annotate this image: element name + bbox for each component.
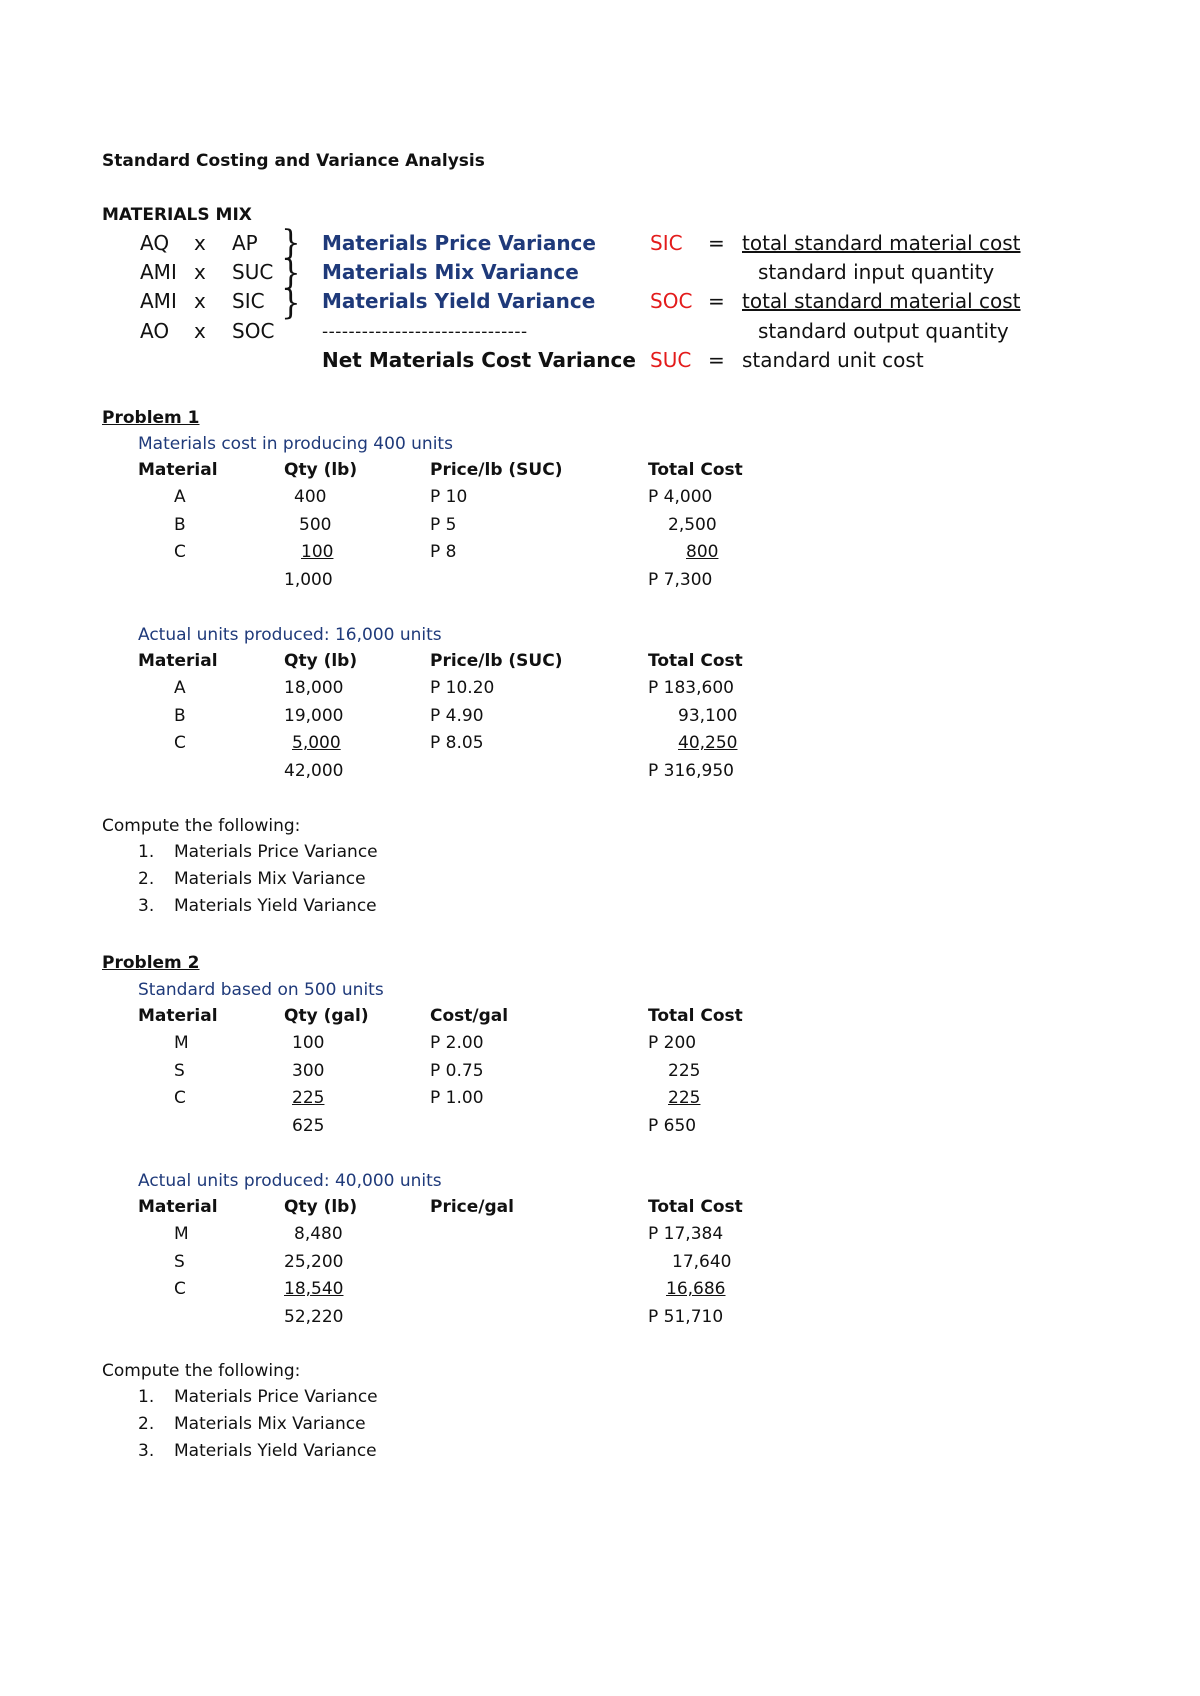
def-suc-label: SUC <box>650 348 692 372</box>
problem-1-standard-table <box>138 456 768 594</box>
price-cell: P 0.75 <box>430 1060 484 1081</box>
table-total-row <box>138 757 768 785</box>
price-cell: P 10 <box>430 487 468 508</box>
problem-1-heading: Problem 1 <box>102 408 200 428</box>
material-cell: C <box>174 542 186 563</box>
table-row <box>138 1030 768 1058</box>
def-sic-denominator: standard input quantity <box>758 260 995 284</box>
price-cell: P 8.05 <box>430 733 484 754</box>
formula-b: AP <box>232 231 258 255</box>
header-cell: Qty (lb) <box>284 650 358 671</box>
total-cell: P 17,384 <box>648 1224 724 1245</box>
table-row <box>138 1248 768 1276</box>
price-cell <box>430 1221 648 1249</box>
brace-icon: } <box>281 253 301 293</box>
table-header <box>138 456 768 484</box>
table-row <box>138 1221 768 1249</box>
price-cell <box>430 1276 648 1304</box>
total-cell: 225 <box>668 1060 701 1081</box>
def-sic-numerator: total standard material cost <box>742 231 1021 255</box>
qty-total: 625 <box>292 1115 325 1136</box>
total-cell: 800 <box>686 542 719 563</box>
formula-a: AO <box>140 319 170 343</box>
total-cell: 40,250 <box>678 733 738 754</box>
table-row <box>138 1057 768 1085</box>
brace-icon: } <box>281 283 301 323</box>
header-cell: Total Cost <box>648 459 743 480</box>
variance-yield: Materials Yield Variance <box>322 289 596 313</box>
header-cell: Qty (lb) <box>284 459 358 480</box>
material-cell: S <box>174 1060 185 1081</box>
list-item: 3. Materials Yield Variance <box>138 896 377 916</box>
table-header <box>138 1002 768 1030</box>
header-cell: Qty (gal) <box>284 1005 369 1026</box>
material-cell: A <box>174 678 186 699</box>
table-header <box>138 1193 768 1221</box>
problem-2-actual-table <box>138 1193 768 1331</box>
list-item: 3. Materials Yield Variance <box>138 1441 377 1461</box>
problem-2-actual-caption: Actual units produced: 40,000 units <box>138 1171 442 1191</box>
formula-b: SOC <box>232 319 275 343</box>
net-variance: Net Materials Cost Variance <box>322 348 636 372</box>
table-row <box>138 730 768 758</box>
formula-x: x <box>194 231 206 255</box>
table-row <box>138 1085 768 1113</box>
qty-cell: 18,540 <box>284 1279 344 1300</box>
header-cell: Material <box>138 1005 218 1026</box>
qty-cell: 5,000 <box>292 733 341 754</box>
list-item: 2. Materials Mix Variance <box>138 869 366 889</box>
material-cell: C <box>174 1088 186 1109</box>
table-total-row <box>138 566 768 594</box>
variance-mix: Materials Mix Variance <box>322 260 579 284</box>
list-item: 1. Materials Price Variance <box>138 1387 378 1407</box>
total-cell: 16,686 <box>666 1279 726 1300</box>
list-item: 1. Materials Price Variance <box>138 842 378 862</box>
material-cell: C <box>174 733 186 754</box>
price-cell: P 2.00 <box>430 1033 484 1054</box>
table-row <box>138 702 768 730</box>
total-cell: 93,100 <box>678 705 738 726</box>
problem-1-steps <box>138 839 378 920</box>
cost-total: P 316,950 <box>648 760 734 781</box>
material-cell: M <box>174 1033 189 1054</box>
section-heading: MATERIALS MIX <box>102 205 252 225</box>
price-cell: P 10.20 <box>430 678 495 699</box>
material-cell: B <box>174 514 186 535</box>
formula-b: SUC <box>232 260 274 284</box>
material-cell: M <box>174 1224 189 1245</box>
formula-x: x <box>194 289 206 313</box>
def-soc-numerator: total standard material cost <box>742 289 1021 313</box>
problem-2-standard-caption: Standard based on 500 units <box>138 980 384 1000</box>
header-cell: Material <box>138 459 218 480</box>
header-cell: Price/lb (SUC) <box>430 459 563 480</box>
header-cell: Material <box>138 1196 218 1217</box>
list-item: 2. Materials Mix Variance <box>138 1414 366 1434</box>
price-cell: P 8 <box>430 542 457 563</box>
table-total-row <box>138 1303 768 1331</box>
formula-a: AMI <box>140 289 177 313</box>
cost-total: P 51,710 <box>648 1306 724 1327</box>
table-total-row <box>138 1112 768 1140</box>
total-cell: P 200 <box>648 1033 697 1054</box>
problem-2-standard-table <box>138 1002 768 1140</box>
price-cell: P 1.00 <box>430 1088 484 1109</box>
def-eq: = <box>708 231 725 255</box>
material-cell: C <box>174 1279 186 1300</box>
total-cell: P 4,000 <box>648 487 713 508</box>
qty-total: 42,000 <box>284 760 344 781</box>
def-suc-definition: standard unit cost <box>742 348 924 372</box>
problem-1-compute-label: Compute the following: <box>102 816 301 836</box>
formula-b: SIC <box>232 289 265 313</box>
material-cell: S <box>174 1251 185 1272</box>
qty-cell: 100 <box>292 1033 325 1054</box>
qty-cell: 18,000 <box>284 678 344 699</box>
table-header <box>138 647 768 675</box>
total-cell: 2,500 <box>668 514 717 535</box>
price-cell <box>430 1248 648 1276</box>
problem-1-standard-caption: Materials cost in producing 400 units <box>138 434 453 454</box>
problem-2-heading: Problem 2 <box>102 953 200 973</box>
material-cell: B <box>174 705 186 726</box>
qty-cell: 19,000 <box>284 705 344 726</box>
table-row <box>138 1276 768 1304</box>
qty-cell: 100 <box>301 542 334 563</box>
def-eq: = <box>708 348 725 372</box>
def-soc-denominator: standard output quantity <box>758 319 1009 343</box>
qty-cell: 300 <box>292 1060 325 1081</box>
header-cell: Total Cost <box>648 650 743 671</box>
formula-x: x <box>194 260 206 284</box>
price-cell: P 5 <box>430 514 457 535</box>
qty-cell: 500 <box>299 514 332 535</box>
problem-1-actual-caption: Actual units produced: 16,000 units <box>138 625 442 645</box>
qty-total: 1,000 <box>284 569 333 590</box>
variance-price: Materials Price Variance <box>322 231 596 255</box>
def-sic-label: SIC <box>650 231 683 255</box>
price-cell: P 4.90 <box>430 705 484 726</box>
material-cell: A <box>174 487 186 508</box>
cost-total: P 650 <box>648 1115 697 1136</box>
header-cell: Qty (lb) <box>284 1196 358 1217</box>
table-row <box>138 511 768 539</box>
def-eq: = <box>708 289 725 313</box>
header-cell: Cost/gal <box>430 1005 509 1026</box>
table-row <box>138 675 768 703</box>
page-title: Standard Costing and Variance Analysis <box>102 151 485 171</box>
total-cell: P 183,600 <box>648 678 734 699</box>
def-soc-label: SOC <box>650 289 693 313</box>
problem-2-compute-label: Compute the following: <box>102 1361 301 1381</box>
header-cell: Price/lb (SUC) <box>430 650 563 671</box>
total-cell: 225 <box>668 1088 701 1109</box>
total-cell: 17,640 <box>672 1251 732 1272</box>
qty-cell: 225 <box>292 1088 325 1109</box>
qty-cell: 25,200 <box>284 1251 344 1272</box>
qty-cell: 8,480 <box>294 1224 343 1245</box>
table-row <box>138 484 768 512</box>
formula-a: AMI <box>140 260 177 284</box>
cost-total: P 7,300 <box>648 569 713 590</box>
problem-1-actual-table <box>138 647 768 785</box>
brace-icon: } <box>281 223 301 263</box>
table-row <box>138 539 768 567</box>
formula-a: AQ <box>140 231 170 255</box>
header-cell: Price/gal <box>430 1196 514 1217</box>
formula-x: x <box>194 319 206 343</box>
dash-separator: ------------------------------- <box>322 322 528 342</box>
problem-2-steps <box>138 1384 378 1465</box>
header-cell: Total Cost <box>648 1196 743 1217</box>
header-cell: Material <box>138 650 218 671</box>
header-cell: Total Cost <box>648 1005 743 1026</box>
qty-cell: 400 <box>294 487 327 508</box>
qty-total: 52,220 <box>284 1306 344 1327</box>
